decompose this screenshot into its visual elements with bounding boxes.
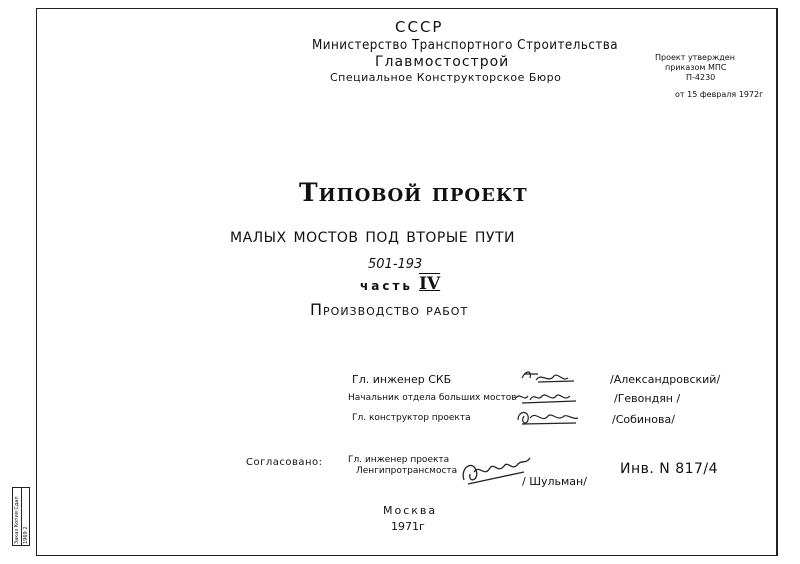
signature-name-1: /Александровский/ [610, 373, 721, 386]
footer-city: Москва [383, 504, 438, 517]
document-subtitle: малых мостов под вторые пути [230, 223, 515, 247]
agreement-name: / Шульман/ [522, 475, 587, 488]
signature-name-2: /Гевондян / [614, 392, 681, 405]
handwritten-signature-1 [518, 366, 578, 388]
header-ministry: Министерство Транспортного Строительства [312, 38, 619, 53]
header-department: Главмостострой [375, 54, 510, 70]
signature-role-chief-designer: Гл. конструктор проекта [352, 413, 471, 423]
project-code: 501-193 [368, 257, 423, 272]
agreement-role-line-1: Гл. инженер проекта [348, 455, 450, 465]
section-title: Производство работ [310, 300, 469, 319]
signature-name-3: /Собинова/ [612, 413, 675, 426]
part-label: часть [360, 279, 413, 293]
signature-role-chief-engineer: Гл. инженер СКБ [352, 373, 452, 386]
agreement-role-line-2: Ленгипротрансмоста [356, 466, 458, 476]
approval-line-1: Проект утвержден [655, 53, 735, 62]
header-country: СССР [395, 18, 444, 36]
approval-line-3: П-4230 [686, 73, 716, 82]
handwritten-signature-2 [512, 388, 582, 408]
signature-role-department-head: Начальник отдела больших мостов [348, 393, 517, 403]
part-number: IV [419, 274, 441, 294]
stamp-text-1: Заказ Копия Сдал [14, 496, 20, 544]
approval-line-4: от 15 февраля 1972г [675, 90, 764, 99]
header-bureau: Специальное Конструкторское Бюро [330, 71, 562, 84]
registration-stamp [12, 487, 30, 546]
footer-year: 1971г [391, 520, 425, 533]
stamp-text-2: 1969 2 [23, 526, 29, 544]
document-title: Типовой проект [299, 178, 528, 207]
agreement-label: Согласовано: [246, 457, 323, 468]
stamp-column-1 [13, 488, 22, 545]
handwritten-signature-3 [514, 406, 584, 428]
inventory-number: Инв. N 817/4 [620, 461, 719, 477]
approval-line-2: приказом МПС [665, 63, 727, 72]
